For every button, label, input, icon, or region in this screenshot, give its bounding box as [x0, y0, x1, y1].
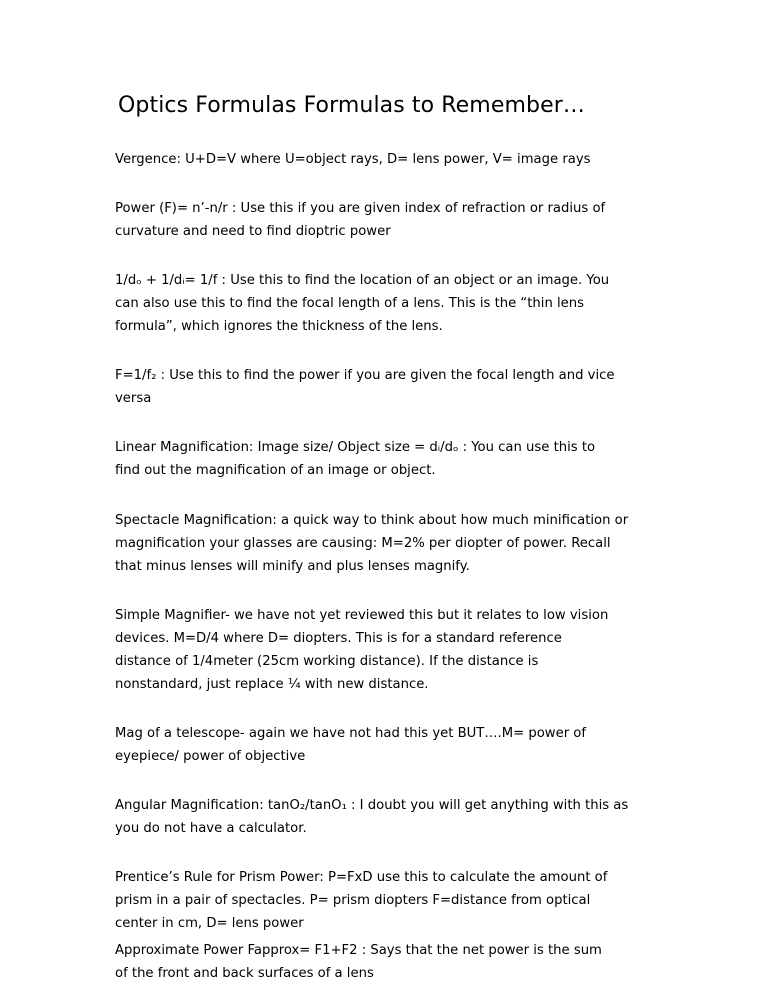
paragraph-focal-power: [115, 364, 665, 410]
text-line: 1/dₒ + 1/dᵢ= 1/f : Use this to find the location of an object or an image. You: [115, 273, 610, 288]
paragraph-simple-magnifier: [115, 604, 665, 696]
paragraph-linear-magnification: [115, 436, 665, 482]
text-line: devices. M=D/4 where D= diopters. This is for a standard reference: [115, 631, 562, 646]
text-line: F=1/f₂ : Use this to find the power if you are given the focal length and vice: [115, 368, 615, 383]
text-line: Mag of a telescope- again we have not had this yet BUT….M= power of: [115, 726, 587, 741]
paragraph-prentice-rule: [115, 866, 665, 935]
paragraph-spectacle-magnification: [115, 509, 665, 578]
paragraph-telescope: [115, 722, 665, 768]
text-line: Spectacle Magnification: a quick way to think about how much minification or: [115, 513, 629, 528]
text-line: Vergence: U+D=V where U=object rays, D= lens power, V= image rays: [115, 152, 591, 167]
text-line: Angular Magnification: tanO₂/tanO₁ : I doubt you will get anything with this as: [115, 798, 629, 813]
paragraph-vergence: [115, 148, 665, 171]
text-line: versa: [115, 391, 152, 406]
paragraph-thin-lens: [115, 269, 665, 338]
text-line: you do not have a calculator.: [115, 821, 307, 836]
text-line: distance of 1/4meter (25cm working distance). If the distance is: [115, 654, 539, 669]
text-line: can also use this to find the focal length of a lens. This is the “thin lens: [115, 296, 585, 311]
text-line: eyepiece/ power of objective: [115, 749, 306, 764]
paragraph-power: [115, 197, 665, 243]
text-line: prism in a pair of spectacles. P= prism diopters F=distance from optical: [115, 893, 591, 908]
text-line: Prentice’s Rule for Prism Power: P=FxD use this to calculate the amount of: [115, 870, 608, 885]
text-line: Power (F)= n’-n/r : Use this if you are given index of refraction or radius of: [115, 201, 606, 216]
text-line: find out the magnification of an image or object.: [115, 463, 436, 478]
paragraph-approximate-power: [115, 939, 665, 985]
text-line: nonstandard, just replace ¼ with new distance.: [115, 677, 429, 692]
text-line: of the front and back surfaces of a lens: [115, 966, 374, 981]
text-line: that minus lenses will minify and plus lenses magnify.: [115, 559, 470, 574]
text-line: curvature and need to find dioptric power: [115, 224, 391, 239]
page-title: Optics Formulas Formulas to Remember…: [118, 93, 585, 118]
text-line: Approximate Power Fapprox= F1+F2 : Says that the net power is the sum: [115, 943, 602, 958]
text-line: formula”, which ignores the thickness of the lens.: [115, 319, 443, 334]
text-line: center in cm, D= lens power: [115, 916, 304, 931]
text-line: Linear Magnification: Image size/ Object size = dᵢ/dₒ : You can use this to: [115, 440, 596, 455]
text-line: magnification your glasses are causing: M=2% per diopter of power. Recall: [115, 536, 611, 551]
paragraph-angular-magnification: [115, 794, 665, 840]
text-line: Simple Magnifier- we have not yet reviewed this but it relates to low vision: [115, 608, 609, 623]
